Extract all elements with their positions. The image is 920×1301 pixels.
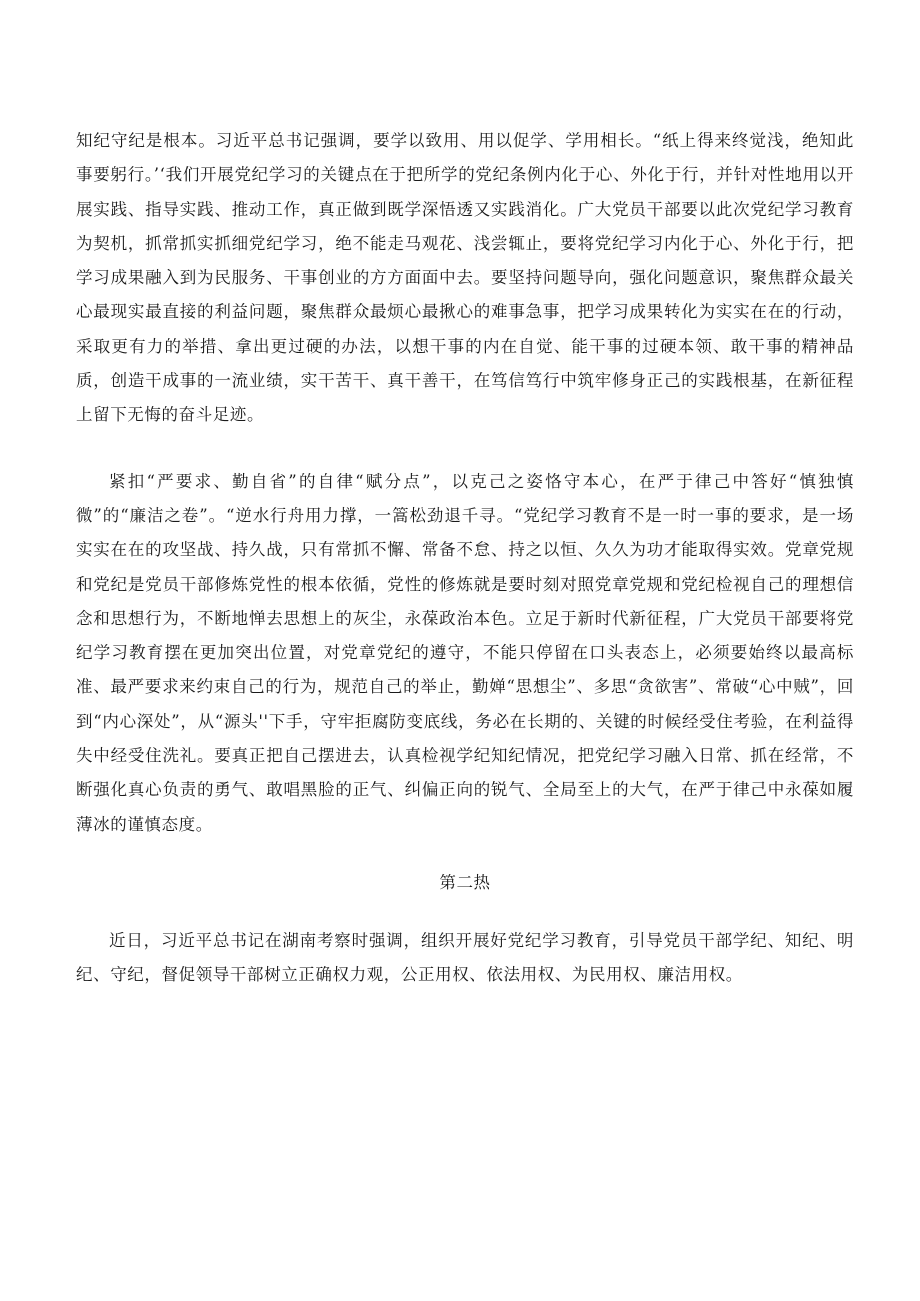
section-heading: 第二热 — [439, 872, 491, 892]
paragraph-3: 近日，习近平总书记在湖南考察时强调，组织开展好党纪学习教育，引导党员干部学纪、知纪、明纪、守纪，督促领导干部树立正确权力观，公正用权、依法用权、为民用权、廉洁用权。 — [76, 930, 854, 985]
paragraph-2: 紧扣“严要求、勤自省”的自律“赋分点”，以克己之姿恪守本心，在严于律己中答好“慎独慎微”的“廉洁之卷”。“逆水行舟用力撑，一篙松劲退千寻。“党纪学习教育不是一时一事的要求，是一场实实在在的攻坚战、持久战，只有常抓不懈、常备不怠、持之以恒、久久为功才能取得实效。党章党规和党纪是党员干部修炼党性的根本依循，党性的修炼就是要时刻对照党章党规和党纪检视自己的理想信念和思想行为，不断地惮去思想上的灰尘，永葆政治本色。立足于新时代新征程，广大党员干部要将党纪学习教育摆在更加突出位置，对党章党纪的遵守，不能只停留在口头表态上，必须要始终以最高标准、最严要求来约束自己的行为，规范自己的举止，勤婵“思想尘”、多思“贪欲害”、常破“心中贼”，回到“内心深处”，从“源头''下手，守牢拒腐防变底线，务必在长期的、关键的时候经受住考验，在利益得失中经受住洗礼。要真正把自己摆进去，认真检视学纪知纪情况，把党纪学习融入日常、抓在经常，不断强化真心负责的勇气、敢唱黑脸的正气、纠偏正向的锐气、全局至上的大气，在严于律己中永葆如履薄冰的谨慎态度。 — [76, 471, 854, 834]
document-page — [76, 124, 854, 993]
paragraph-1: 知纪守纪是根本。习近平总书记强调，要学以致用、用以促学、学用相长。“纸上得来终觉浅，绝知此事要躬行。’‘我们开展党纪学习的关键点在于把所学的党纪条例内化于心、外化于行，并针对性地用以开展实践、指导实践、推动工作，真正做到既学深悟透又实践消化。广大党员干部要以此次党纪学习教育为契机，抓常抓实抓细党纪学习，绝不能走马观花、浅尝辄止，要将党纪学习内化于心、外化于行，把学习成果融入到为民服务、干事创业的方方面面中去。要坚持问题导向，强化问题意识，聚焦群众最关心最现实最直接的利益问题，聚焦群众最烦心最揪心的难事急事，把学习成果转化为实实在在的行动，采取更有力的举措、拿出更过硬的办法，以想干事的内在自觉、能干事的过硬本领、敢干事的精神品质，创造干成事的一流业绩，实干苦干、真干善干，在笃信笃行中筑牢修身正己的实践根基，在新征程上留下无悔的奋斗足迹。 — [76, 131, 854, 425]
